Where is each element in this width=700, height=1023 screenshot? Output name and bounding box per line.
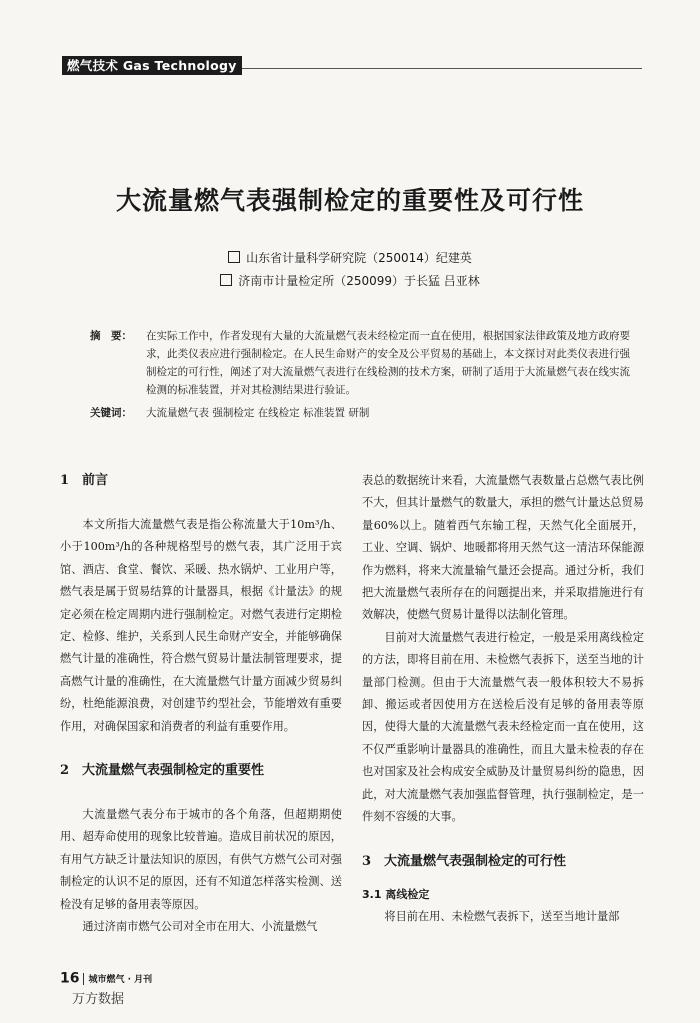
section-tag: 燃气技术 Gas Technology xyxy=(62,56,242,75)
abstract-text: 在实际工作中，作者发现有大量的大流量燃气表未经检定而一直在使用，根据国家法律政策及地方政府要求，此类仪表应进行强制检定。在人民生命财产的安全及公平贸易的基础上，本文探讨对此类仪表进行强制检定的可行性，阐述了对大流量燃气表进行在线检测的技术方案，研制了适用于大流量燃气表在线实流检测的标准装置，并对其检测结果进行验证。 xyxy=(146,330,630,396)
square-bullet-icon xyxy=(220,274,232,286)
section-2-paragraph-2-start: 通过济南市燃气公司对全市在用大、小流量燃气 xyxy=(82,920,318,934)
article-title: 大流量燃气表强制检定的重要性及可行性 xyxy=(115,186,584,215)
keywords xyxy=(90,404,630,422)
section-3-1-paragraph: 将目前在用、未检燃气表拆下，送至当地计量部 xyxy=(384,909,620,923)
page-footer xyxy=(60,968,152,987)
author-affiliation-1: 山东省计量科学研究院（250014）纪建英 xyxy=(246,251,472,265)
keywords-text: 大流量燃气表 强制检定 在线检定 标准装置 研制 xyxy=(146,407,370,419)
abstract xyxy=(90,327,630,399)
journal-name: 城市燃气 · 月刊 xyxy=(88,975,153,985)
left-column xyxy=(60,470,342,939)
abstract-label: 摘 要： xyxy=(90,330,132,342)
section-2-paragraph-1: 大流量燃气表分布于城市的各个角落，但超期期使用、超寿命使用的现象比较普遍。造成目前状况的原因，有用气方缺乏计量法知识的原因，有供气方燃气公司对强制检定的认识不足的原因，还有不知道怎样落实检测、送检没有足够的备用表等原因。 xyxy=(60,808,342,911)
section-3-heading: 3 大流量燃气表强制检定的可行性 xyxy=(362,853,567,869)
running-header xyxy=(62,56,642,76)
watermark: 万方数据 xyxy=(72,992,125,1007)
author-line-1 xyxy=(0,249,700,266)
keywords-label: 关键词： xyxy=(90,407,132,419)
square-bullet-icon xyxy=(228,251,240,263)
author-line-2 xyxy=(0,272,700,289)
section-2-paragraph-2-continued: 表总的数据统计来看，大流量燃气表数量占总燃气表比例不大，但其计量燃气的数量大，承担的燃气计量达总贸易量60%以上。随着西气东输工程，天然气化全面展开，工业、空调、锅炉、地暖都将用天然气这一清洁环保能源作为燃料，将来大流量输气量还会提高。通过分析，我们把大流量燃气表所存在的问题提出来，并采取措施进行有效解决，使燃气贸易计量得以法制化管理。 xyxy=(362,474,644,622)
page-number: 16 xyxy=(60,970,80,987)
header-rule xyxy=(242,68,642,69)
section-2-paragraph-3: 目前对大流量燃气表进行检定，一般是采用离线检定的方法，即将目前在用、未检燃气表拆下，送至当地的计量部门检测。但由于大流量燃气表一般体积较大不易拆卸、搬运或者因使用方在送检后没有足够的备用表等原因，使得大量的大流量燃气表未经检定而一直在使用，这不仅严重影响计量器具的准确性，而且大量未检表的存在也对国家及社会构成安全威胁及计量贸易纠纷的隐患，因此，对大流量燃气表加强监督管理，执行强制检定，是一件刻不容缓的大事。 xyxy=(362,630,644,824)
section-2-heading: 2 大流量燃气表强制检定的重要性 xyxy=(60,763,265,779)
author-affiliation-2: 济南市计量检定所（250099）于长猛 吕亚林 xyxy=(238,274,480,288)
section-1-heading: 1 前言 xyxy=(60,473,109,488)
right-column xyxy=(362,470,644,928)
subsection-3-1-heading: 3.1 离线检定 xyxy=(362,887,430,901)
footer-divider xyxy=(83,973,84,985)
section-1-paragraph: 本文所指大流量燃气表是指公称流量大于10m³/h、小于100m³/h的各种规格型号的燃气表，其广泛用于宾馆、酒店、食堂、餐饮、采暖、热水锅炉、工业用户等，燃气表是属于贸易结算的计量器具，根据《计量法》的规定必须在检定周期内进行强制检定。对燃气表进行定期检定、检修、维护，关系到人民生命财产安全，并能够确保燃气计量的准确性，符合燃气贸易计量法制管理要求，提高燃气计量的准确性，在大流量燃气计量方面减少贸易纠纷，杜绝能源浪费，对创建节约型社会，节能增效有重要作用，对确保国家和消费者的利益有重要作用。 xyxy=(60,518,342,733)
